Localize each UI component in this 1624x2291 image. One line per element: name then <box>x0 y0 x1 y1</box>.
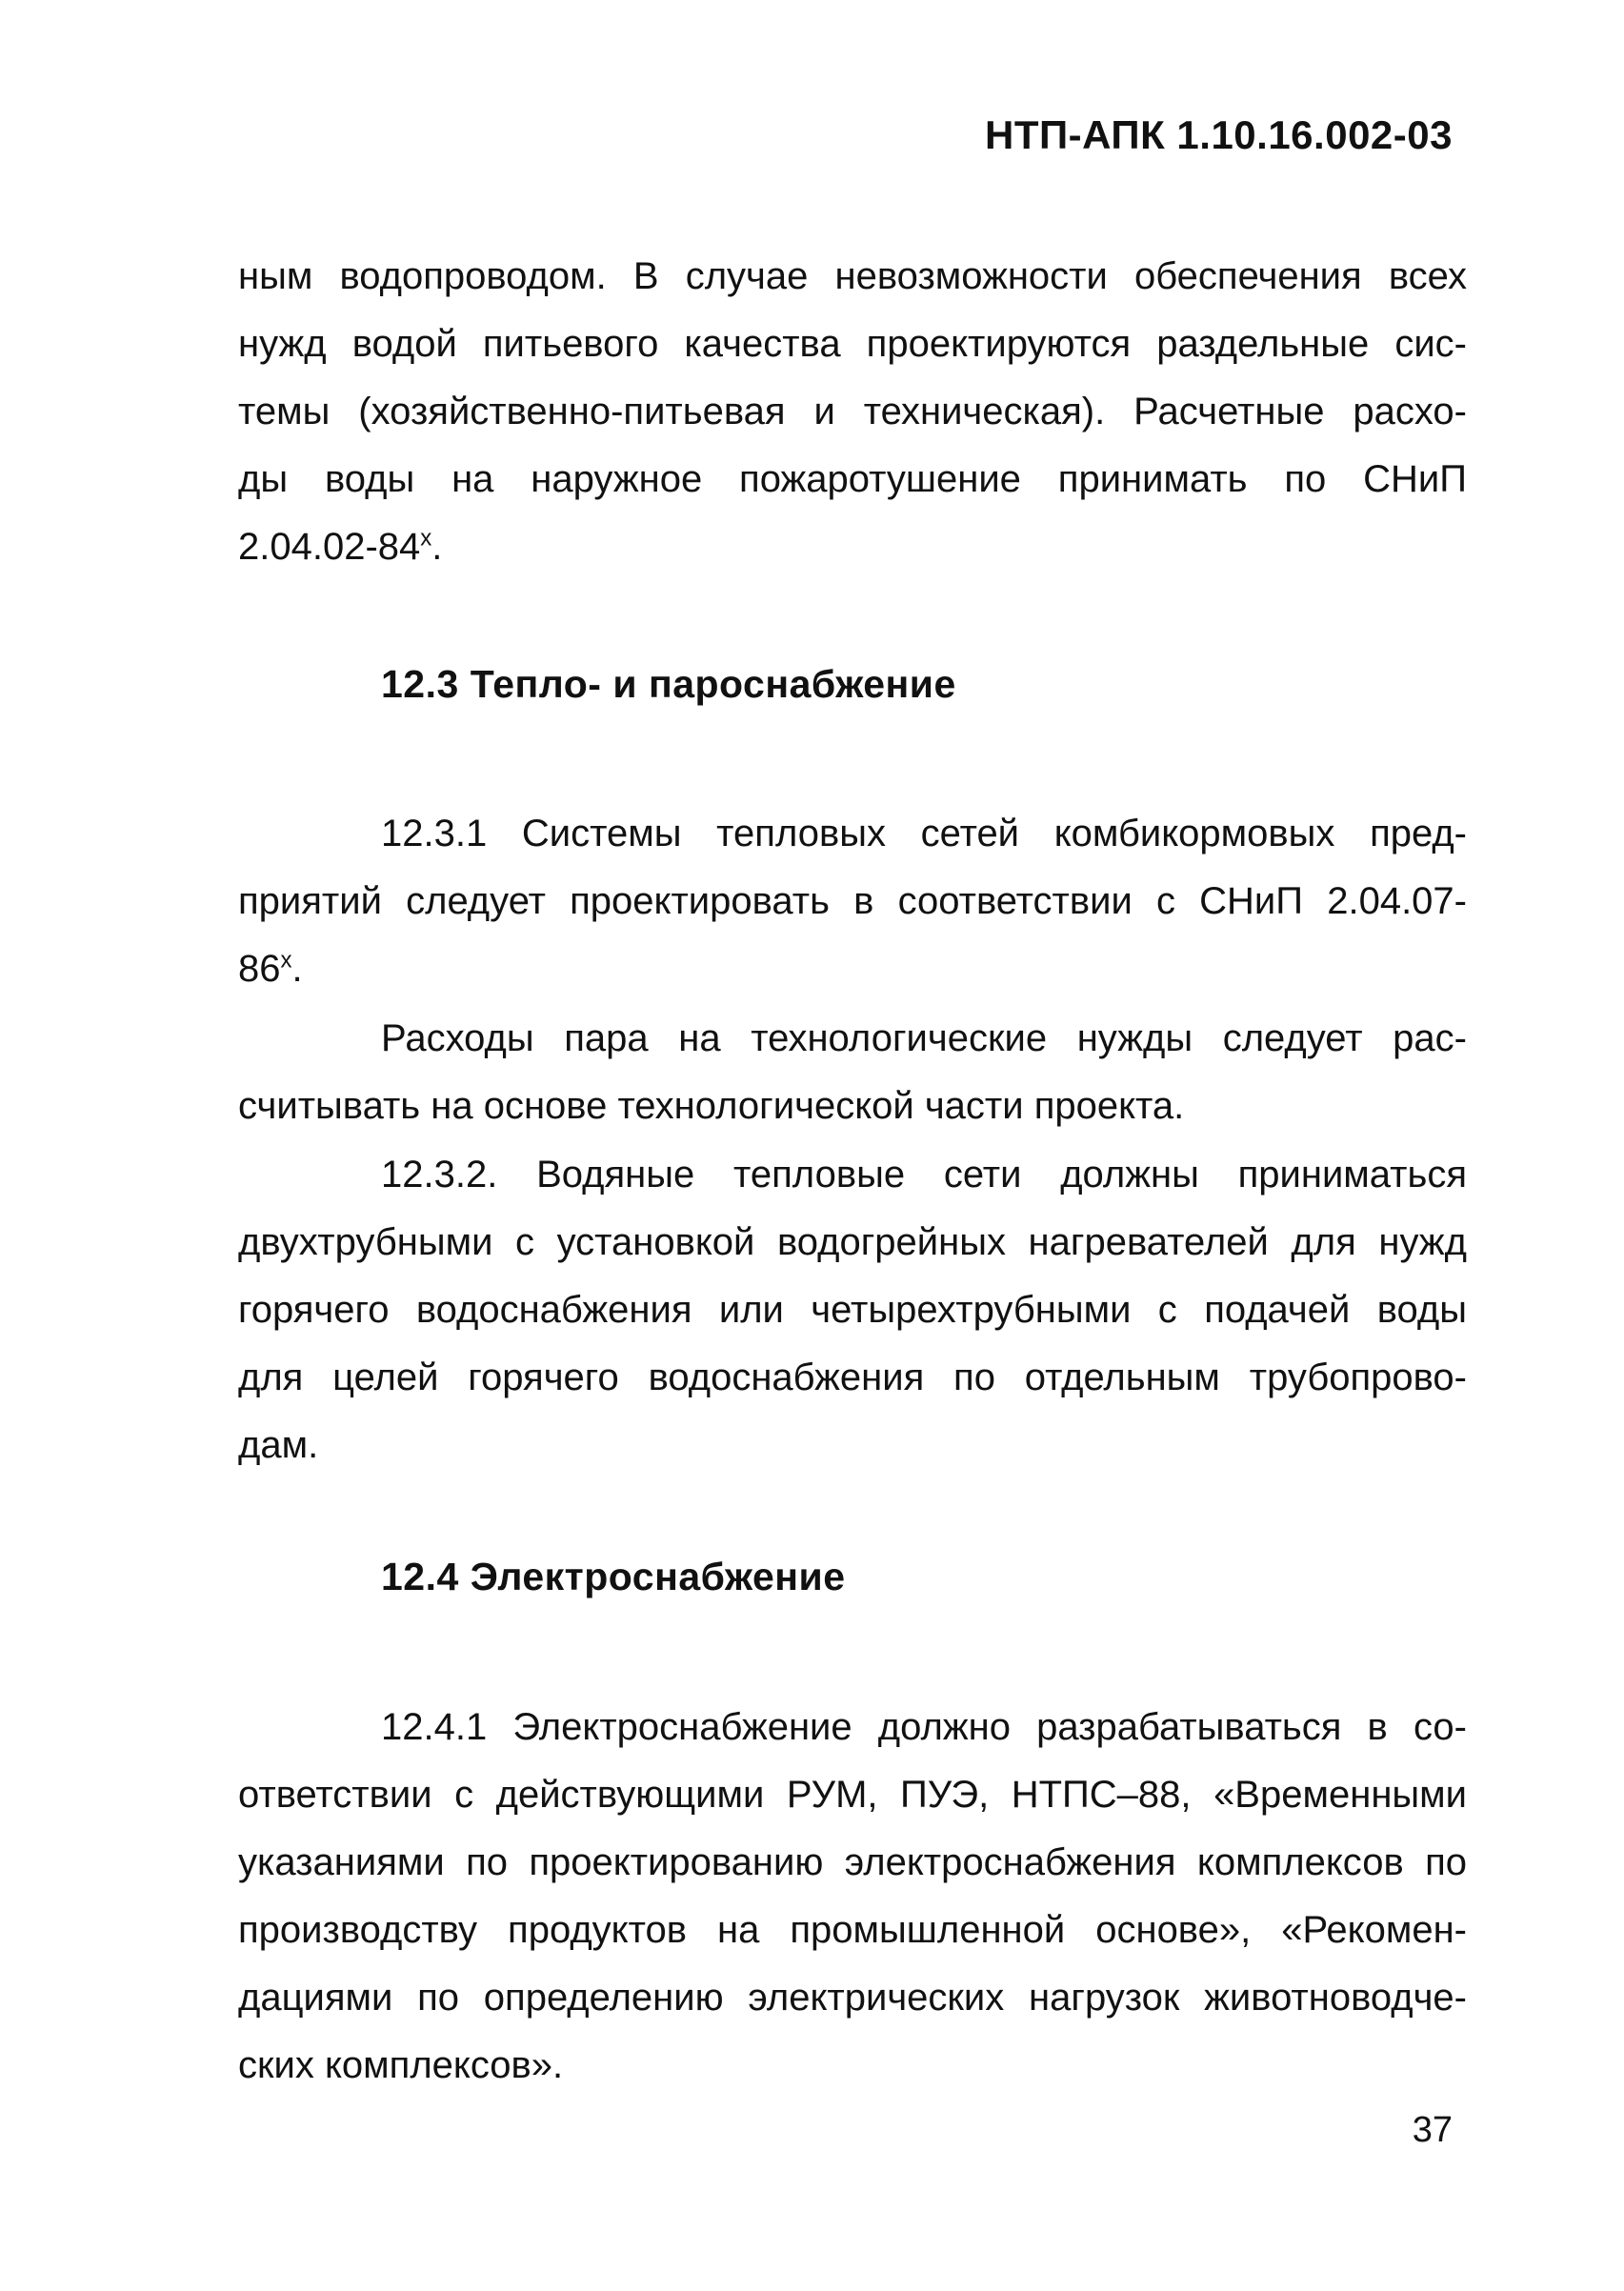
text-line: темы (хозяйственно-питьевая и техническая). Расчетные расхо- <box>238 391 1467 432</box>
snip-reference: 2.04.02-84 <box>238 526 421 568</box>
page-number: 37 <box>1412 2110 1453 2150</box>
text-line: горячего водоснабжения или четырехтрубными с подачей воды <box>238 1289 1467 1331</box>
text-line: дам. <box>238 1424 319 1466</box>
document-code: НТП-АПК 1.10.16.002-03 <box>984 112 1453 157</box>
superscript-mark: х <box>280 947 292 974</box>
text-line: 12.4.1 Электроснабжение должно разрабатываться в со- <box>381 1706 1467 1748</box>
text-line: производству продуктов на промышленной основе», «Рекомен- <box>238 1909 1467 1951</box>
text-line: Расходы пара на технологические нужды следует рас- <box>381 1017 1467 1059</box>
superscript-mark: х <box>420 525 432 552</box>
text-line: нужд водой питьевого качества проектируются раздельные сис- <box>238 323 1467 365</box>
snip-reference: 86 <box>238 948 281 990</box>
section-heading-12-4: 12.4 Электроснабжение <box>381 1555 846 1598</box>
text-line: 12.3.2. Водяные тепловые сети должны приниматься <box>381 1154 1467 1196</box>
section-heading-12-3: 12.3 Тепло- и пароснабжение <box>381 662 956 706</box>
sentence-end: . <box>291 948 303 990</box>
text-line: приятий следует проектировать в соответствии с СНиП 2.04.07- <box>238 880 1467 922</box>
text-line: ды воды на наружное пожаротушение принимать по СНиП <box>238 458 1467 500</box>
text-line: указаниями по проектированию электроснабжения комплексов по <box>238 1841 1467 1883</box>
paragraph-12-3-1 <box>238 800 1467 1003</box>
text-line: дациями по определению электрических нагрузок животноводче- <box>238 1977 1467 2019</box>
text-line: двухтрубными с установкой водогрейных нагревателей для нужд <box>238 1221 1467 1263</box>
text-line: для целей горячего водоснабжения по отдельным трубопрово- <box>238 1357 1467 1398</box>
paragraph-12-4-1 <box>238 1694 1467 2100</box>
text-line: ным водопроводом. В случае невозможности обеспечения всех <box>238 255 1467 297</box>
paragraph-steam-consumption <box>238 1005 1467 1140</box>
text-line: считывать на основе технологической части проекта. <box>238 1085 1185 1127</box>
text-line <box>238 935 1467 1003</box>
text-line: 12.3.1 Системы тепловых сетей комбикормовых пред- <box>381 813 1467 854</box>
paragraph-water-supply <box>238 243 1467 581</box>
text-line <box>238 513 1467 581</box>
paragraph-12-3-2 <box>238 1141 1467 1479</box>
sentence-end: . <box>431 526 443 568</box>
text-line: ответствии с действующими РУМ, ПУЭ, НТПС–88, «Временными <box>238 1774 1467 1816</box>
text-line: ских комплексов». <box>238 2044 564 2086</box>
